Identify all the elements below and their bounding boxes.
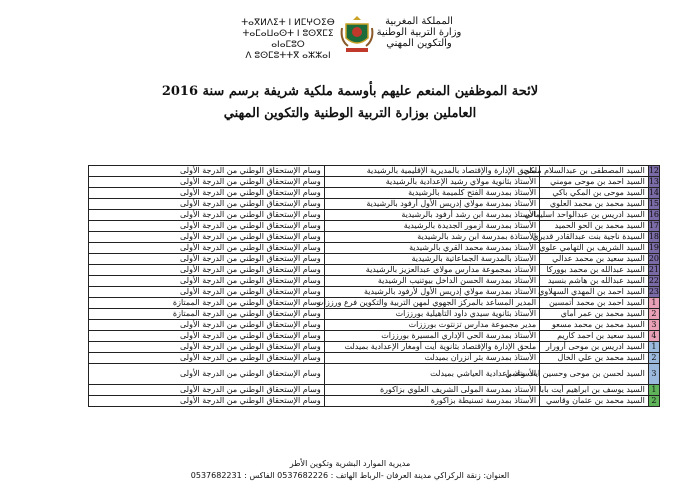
row-number: 1 [648,342,659,353]
ministry-line: المملكة المغربية [385,16,453,27]
honoree-name: السيد محمد بن محمد العلوي [540,199,649,210]
medal-type: وسام الإستحقاق الوطني من الدرجة الأولى [89,243,325,254]
table-row [89,287,660,298]
moroccan-coat-of-arms-icon [340,14,374,54]
honoree-name: السيد عبدالله بن هاشم بنسيد [540,276,649,287]
tifinagh-line: ⵜⴰⴳⵍⴷⵉⵜ ⵏ ⵍⵎⵖⵔⵉⴱ [241,18,335,28]
honoree-name: السيد محمد بن عمر أماي [540,309,649,320]
honoree-name: السيد محمد بن الحو الحميد [540,221,649,232]
honoree-name: السيد لحسن بن موحى وحسين ايت وعمي [540,364,649,385]
row-number: 18 [648,232,659,241]
table-row [89,243,660,254]
honoree-name: السيد احمد بن المهدي السهلاوي [540,287,649,298]
honoree-position: الأستاذ بمدرسة ابن رشد أرفود بالرشيدية [324,210,539,221]
honoree-position: الأستاذة بمدرسة ابن رشد بالرشيدية [324,232,539,243]
honoree-name: السيد ادريس بن عبدالواحد اسليماني [540,210,649,221]
honoree-name: السيد ادريس بن موحى أرورار [540,342,649,353]
row-number: 4 [648,331,659,342]
table-row [89,396,660,407]
row-number: 2 [648,309,659,320]
table-row [89,166,660,177]
medal-type: وسام الإستحقاق الوطني من الدرجة الأولى [89,276,325,287]
table-row [89,364,660,385]
honorees-table [88,165,660,407]
row-number: 3 [648,364,659,385]
medal-type: وسام الإستحقاق الوطني من الدرجة الأولى [89,287,325,298]
honoree-name: السيد موحى بن المكي باكي [540,188,649,199]
table-row [89,177,660,188]
medal-type: وسام الإستحقاق الوطني من الدرجة الأولى [89,166,325,177]
row-number: 2 [648,353,659,364]
medal-type: وسام الإستحقاق الوطني من الدرجة الأولى [89,396,325,407]
row-number: 15 [648,199,659,208]
medal-type: وسام الإستحقاق الوطني من الدرجة الأولى [89,265,325,276]
table-row [89,199,660,210]
table-row [89,385,660,396]
honoree-name: السيد يوسف بن ابراهيم أيت بابا [540,385,649,396]
medal-type: وسام الإستحقاق الوطني من الدرجة الأولى [89,221,325,232]
medal-type: وسام الإستحقاق الوطني من الدرجة الممتازة [89,298,325,309]
medal-type: وسام الإستحقاق الوطني من الدرجة الأولى [89,331,325,342]
honoree-position: الأستاذ بمدرسة الحي الإداري المسيرة بورززات [324,331,539,342]
honoree-name: السيد محمد بن علي الخال [540,353,649,364]
honoree-position: الأستاذ بمدرسة الحسن الداخل بيوتنيب الرشيدية [324,276,539,287]
table-row [89,276,660,287]
honoree-position: الأستاذ بالمدرسة الجماعاتية بالرشيدية [324,254,539,265]
honoree-position: ملحق الإدارة والإقتصاد بالمديرية الإقليمية بالرشيدية [324,166,539,177]
table-row [89,232,660,243]
honoree-position: الأستاذ بمدرسة محمد القري بالرشيدية [324,243,539,254]
honoree-position: الأستاذ بمدرسة مولاي إدريس الأول لأرفود بالرشيدية [324,287,539,298]
honoree-position: الأستاذ بمدرسة تسنيطة بزاكورة [324,396,539,407]
row-number: 23 [648,287,659,296]
footer-department: مديرية الموارد البشرية وتكوين الأطر [289,459,411,468]
medal-type: وسام الإستحقاق الوطني من الدرجة الأولى [89,342,325,353]
honoree-position: الأستاذ بثانوية سيدي داود التأهيلية بورززات [324,309,539,320]
table-row [89,331,660,342]
footer [0,458,700,482]
honoree-position: الأستاذ بمدرسة المولى الشريف العلوي بزاكورة [324,385,539,396]
medal-type: وسام الإستحقاق الوطني من الدرجة الأولى [89,210,325,221]
row-number: 21 [648,265,659,274]
honoree-position: الأستاذ بثانوية مولاي رشيد الإعدادية بالرشيدية [324,177,539,188]
row-number: 17 [648,221,659,230]
medal-type: وسام الإستحقاق الوطني من الدرجة الأولى [89,177,325,188]
row-number: 22 [648,276,659,285]
table-row [89,265,660,276]
honoree-name: السيد الشريف بن التهامي علوي [540,243,649,254]
medal-type: وسام الإستحقاق الوطني من الدرجة الأولى [89,385,325,396]
row-number: 14 [648,188,659,197]
honoree-position: الأستاذ بمدرسة مولاي إدريس الأول أرفود بالرشيدية [324,199,539,210]
row-number: 13 [648,177,659,186]
medal-type: وسام الإستحقاق الوطني من الدرجة الأولى [89,188,325,199]
row-number: 2 [648,396,659,407]
tifinagh-ministry-name [238,18,338,62]
honoree-name: السيد عبدالله بن محمد بووركا [540,265,649,276]
ministry-name-arabic [374,16,464,49]
table-row [89,342,660,353]
medal-type: وسام الإستحقاق الوطني من الدرجة الأولى [89,232,325,243]
document-title: لائحة الموظفين المنعم عليهم بأوسمة ملكية شريفة برسم سنة 2016 [161,84,539,99]
table-row [89,188,660,199]
medal-type: وسام الإستحقاق الوطني من الدرجة الأولى [89,320,325,331]
row-number: 12 [648,166,659,175]
honoree-name: السيد المصطفى بن عبدالسلام ملكي [540,166,649,177]
document-subtitle: العاملين بوزارة التربية الوطنية والتكوين المهني [223,106,477,121]
table-row [89,221,660,232]
table-row [89,309,660,320]
medal-type: وسام الإستحقاق الوطني من الدرجة الممتازة [89,309,325,320]
row-number: 1 [648,385,659,396]
table-row [89,320,660,331]
honoree-position: الأستاذ بإعدادية العياشي بميدلت [324,364,539,385]
honoree-name: السيدة ناجية بنت عبدالقادر قديري [540,232,649,243]
row-number: 1 [648,298,659,309]
table-row [89,210,660,221]
honoree-position: الأستاذ بمجموعة مدارس مولاي عبدالعزيز بالرشيدية [324,265,539,276]
honoree-name: السيد محمد بن محمد مسعو [540,320,649,331]
honoree-position: الأستاذ بمدرسة أزمور الجديدة بالرشيدية [324,221,539,232]
honoree-name: السيد سعيد بن احمد كاريم [540,331,649,342]
row-number: 20 [648,254,659,263]
row-number: 19 [648,243,659,252]
table-row [89,353,660,364]
table-row [89,298,660,309]
medal-type: وسام الإستحقاق الوطني من الدرجة الأولى [89,254,325,265]
honoree-name: السيد سعيد بن محمد عدالي [540,254,649,265]
letterhead [0,4,700,74]
honoree-position: المدير المساعد بالمركز الجهوي لمهن التربية والتكوين فرع ورززات [324,298,539,309]
tifinagh-line: ⵜⴰⵎⴰⵡⴰⵙⵜ ⵏ ⵓⵙⴳⵎⵉ ⴰⵏⴰⵎⵓⵔ [242,29,334,50]
ministry-line: والتكوين المهني [386,38,452,49]
row-number: 16 [648,210,659,219]
medal-type: وسام الإستحقاق الوطني من الدرجة الأولى [89,364,325,385]
medal-type: وسام الإستحقاق الوطني من الدرجة الأولى [89,199,325,210]
row-number: 3 [648,320,659,331]
honoree-position: الأستاذ بمدرسة الفتح كلميمة بالرشيدية [324,188,539,199]
honoree-position: مدير مجموعة مدارس تزنتوت بورززات [324,320,539,331]
honoree-name: السيد محمد بن عثمان وقاسي [540,396,649,407]
honoree-position: ملحق الإدارة والإقتصاد بثانوية أيت أومغار الإعدادية بميدلت [324,342,539,353]
tifinagh-line: ⴷ ⵓⵙⵎⵓⵜⵜⴳ ⴰⵣⵣⴰⵏ [245,51,331,61]
medal-type: وسام الإستحقاق الوطني من الدرجة الأولى [89,353,325,364]
ministry-line: وزارة التربية الوطنية [376,27,462,38]
honoree-name: السيد احمد بن محمد أتمسين [540,298,649,309]
footer-contact: العنوان: زنقة الركراكي مدينة العرفان -الرباط الهاتف : 0537682226 الفاكس : 0537682231 [190,471,510,480]
table-row [89,254,660,265]
honoree-name: السيد احمد بن موحى مومني [540,177,649,188]
honoree-position: الأستاذ بمدرسة بئر أنزران بميدلت [324,353,539,364]
